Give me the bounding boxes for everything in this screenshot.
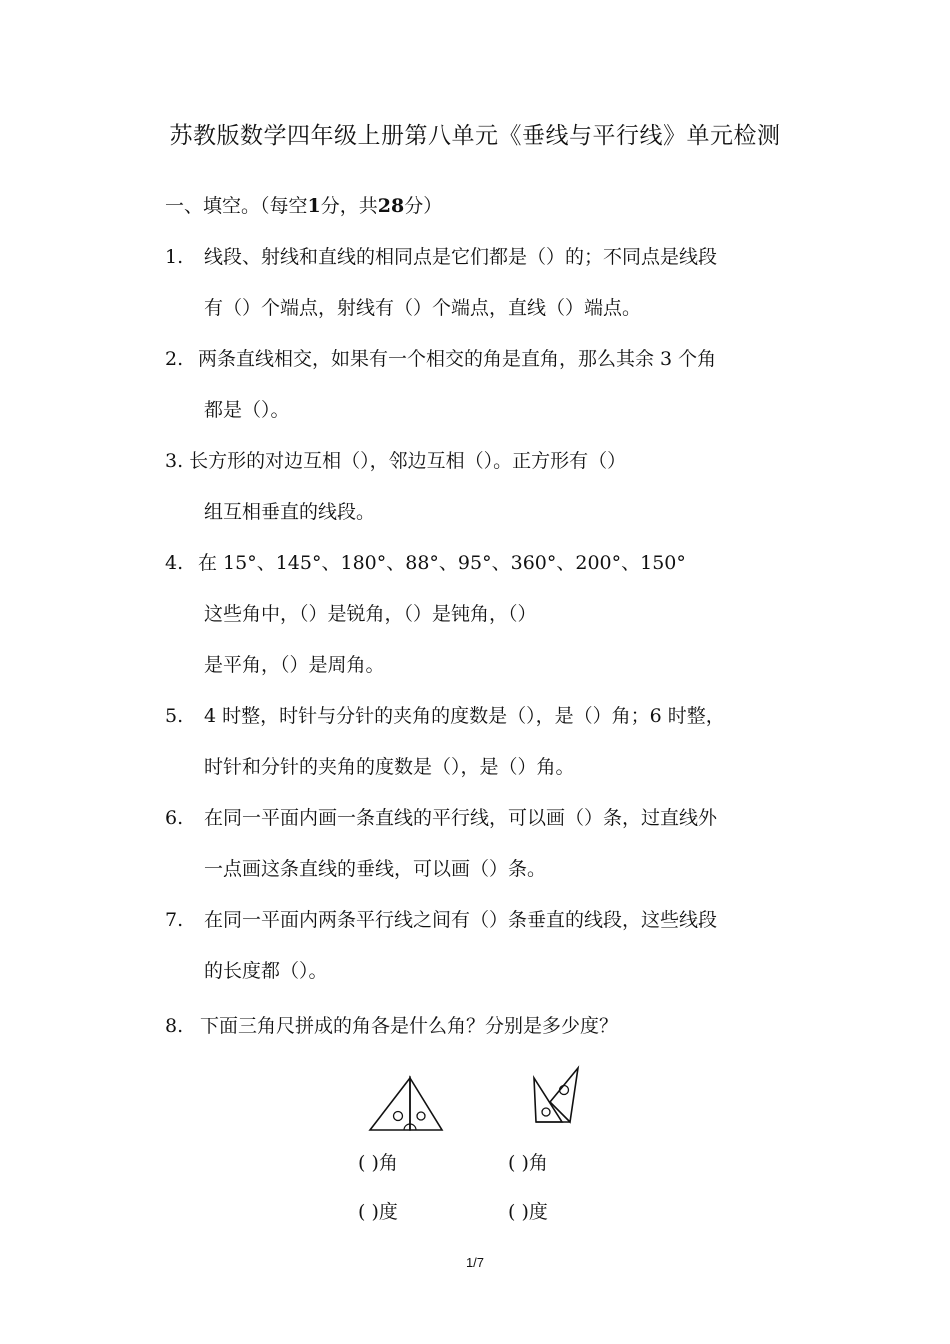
question-7-line-2: 的长度都（）。 (204, 960, 328, 982)
question-5-line-2: 时针和分针的夹角的度数是（），是（）角。 (204, 756, 575, 778)
page-number: 1/7 (465, 1255, 485, 1270)
section-prefix: 一、填空。（每空 (165, 195, 308, 217)
question-4-line-2: 这些角中，（）是锐角，（）是钝角，（） (204, 603, 537, 625)
page-title: 苏教版数学四年级上册第八单元《垂线与平行线》单元检测 (169, 123, 781, 149)
set-square-figure-right (528, 1064, 588, 1128)
question-4-line-1: 在 15°、145°、180°、88°、95°、360°、200°、150° (198, 552, 686, 574)
points-total: 28 (377, 195, 405, 217)
set-square-figure-left (366, 1074, 446, 1140)
question-4-line-3: 是平角，（）是周角。 (204, 654, 385, 676)
question-3-line-1: 3. 长方形的对边互相（），邻边互相（）。正方形有（） (165, 450, 627, 472)
question-2-line-1: 两条直线相交，如果有一个相交的角是直角，那么其余 3 个角 (198, 348, 717, 370)
section-suffix: 分） (404, 195, 443, 217)
left-angle-type-blank: ( )角 (358, 1152, 398, 1174)
left-angle-degree-blank: ( )度 (358, 1201, 398, 1223)
right-angle-degree-blank: ( )度 (508, 1201, 548, 1223)
question-3-line-2: 组互相垂直的线段。 (204, 501, 376, 523)
question-6-line-2: 一点画这条直线的垂线，可以画（）条。 (204, 858, 547, 880)
question-6-line-1: 在同一平面内画一条直线的平行线，可以画（）条，过直线外 (204, 807, 718, 829)
question-1-line-1: 线段、射线和直线的相同点是它们都是（）的；不同点是线段 (204, 246, 718, 268)
right-angle-type-blank: ( )角 (508, 1152, 548, 1174)
question-1-line-2: 有（）个端点，射线有（）个端点，直线（）端点。 (204, 297, 642, 319)
question-7-line-1: 在同一平面内两条平行线之间有（）条垂直的线段，这些线段 (204, 909, 718, 931)
points-each: 1 (307, 195, 321, 217)
question-8-number: 8. (165, 1015, 184, 1037)
question-7-number: 7. (165, 909, 184, 931)
question-4-number: 4. (165, 552, 184, 574)
question-1-number: 1. (165, 246, 184, 268)
section-mid: 分，共 (320, 195, 378, 217)
question-6-number: 6. (165, 807, 184, 829)
section-heading (165, 193, 442, 219)
question-8-line-1: 下面三角尺拼成的角各是什么角？分别是多少度？ (200, 1015, 619, 1037)
question-2-line-2: 都是（）。 (204, 399, 290, 421)
question-5-line-1: 4 时整，时针与分针的夹角的度数是（），是（）角；6 时整， (204, 705, 725, 727)
question-5-number: 5. (165, 705, 184, 727)
question-2-number: 2. (165, 348, 184, 370)
